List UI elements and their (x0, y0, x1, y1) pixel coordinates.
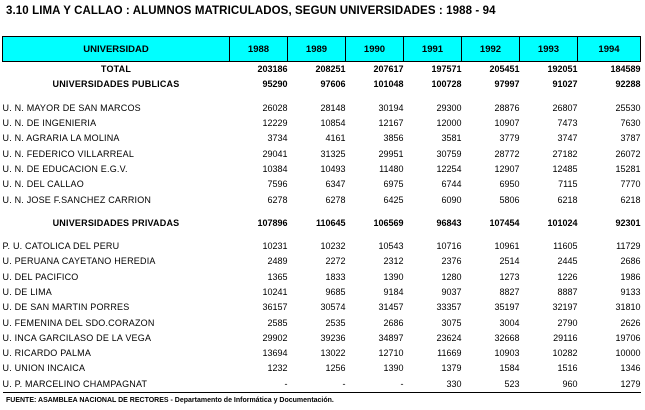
value-cell: 92301 (615, 217, 641, 228)
value-cell: 203186 (257, 64, 288, 75)
value-cell: 7115 (558, 179, 578, 190)
value-cell: 35197 (494, 302, 520, 313)
value-cell: 11480 (379, 163, 404, 174)
university-name: U. N. FEDERICO VILLARREAL (2, 148, 135, 159)
university-name: U. UNION INCAICA (2, 363, 86, 374)
total-label: TOTAL (100, 64, 132, 75)
value-cell: 6744 (441, 179, 462, 190)
value-cell: 27182 (552, 148, 578, 159)
value-cell: 11669 (437, 348, 462, 359)
spacer-cell (3, 231, 641, 239)
university-name: U. FEMENINA DEL SDO.CORAZON (2, 317, 155, 328)
value-cell: 11605 (553, 241, 578, 252)
university-name: U. P. MARCELINO CHAMPAGNAT (3, 377, 230, 393)
value-cell: 1379 (441, 363, 462, 374)
enrollment-table (2, 36, 641, 393)
value-cell: 28148 (320, 102, 346, 113)
value-cell: 10854 (320, 118, 346, 129)
header-universidad: UNIVERSIDAD (3, 37, 230, 62)
value-cell: 29300 (436, 102, 462, 113)
value-cell: 26807 (552, 102, 578, 113)
header-year: 1993 (520, 37, 578, 62)
value-cell: 2626 (620, 317, 641, 328)
table-row (3, 300, 641, 315)
table-row (3, 177, 641, 192)
value-cell: 12167 (378, 118, 404, 129)
table-header-row (3, 37, 641, 62)
table-row (3, 239, 641, 254)
value-cell: - (230, 377, 288, 393)
value-cell: 3004 (499, 317, 520, 328)
header-year: 1992 (462, 37, 520, 62)
value-cell: 31325 (320, 148, 346, 159)
value-cell: 30194 (378, 102, 404, 113)
value-cell: 1226 (557, 271, 578, 282)
value-cell: 2585 (267, 317, 288, 328)
university-name: U. DE LIMA (2, 287, 53, 297)
page-title: 3.10 LIMA Y CALLAO : ALUMNOS MATRICULADOS, SEGUN UNIVERSIDADES : 1988 - 94 (6, 5, 496, 17)
header-year: 1988 (230, 37, 288, 62)
value-cell: 1516 (557, 363, 578, 374)
university-name: U. N. AGRARIA LA MOLINA (2, 133, 120, 144)
spacer-row (3, 208, 641, 216)
total-row (3, 62, 641, 78)
value-cell: 97997 (494, 79, 520, 90)
value-cell: 107896 (257, 217, 288, 228)
value-cell: 1280 (441, 271, 462, 282)
value-cell: 10384 (262, 163, 288, 174)
value-cell: 19706 (615, 332, 641, 343)
value-cell: 9184 (383, 287, 404, 297)
value-cell: 2445 (557, 256, 578, 267)
value-cell: 12710 (378, 348, 404, 359)
value-cell: 6278 (325, 194, 346, 205)
value-cell: 29041 (262, 148, 288, 159)
value-cell: 106569 (373, 217, 404, 228)
value-cell: 3747 (557, 133, 578, 144)
value-cell: 4161 (325, 133, 346, 144)
value-cell: 207617 (373, 64, 404, 75)
table-row (3, 146, 641, 161)
group-row (3, 77, 641, 92)
value-cell: 10000 (615, 348, 641, 359)
value-cell: 3581 (441, 133, 462, 144)
value-cell: 31457 (378, 302, 404, 313)
value-cell: 3779 (499, 133, 520, 144)
value-cell: 28876 (494, 102, 520, 113)
spacer-cell (3, 208, 641, 216)
value-cell: 2489 (267, 256, 288, 267)
value-cell: 29116 (553, 332, 578, 343)
group-label: UNIVERSIDADES PUBLICAS (52, 79, 180, 90)
header-year: 1994 (578, 37, 641, 62)
table-row (3, 315, 641, 330)
value-cell: 192051 (547, 64, 578, 75)
value-cell: 31810 (615, 302, 641, 313)
value-cell: 3075 (441, 317, 462, 328)
value-cell: 12229 (262, 118, 288, 129)
value-cell: 960 (520, 377, 578, 393)
value-cell: 7630 (620, 118, 641, 129)
header-year: 1991 (404, 37, 462, 62)
header-year: 1990 (346, 37, 404, 62)
value-cell: - (288, 377, 346, 393)
value-cell: 3734 (267, 133, 288, 144)
value-cell: 6347 (325, 179, 346, 190)
value-cell: 30574 (320, 302, 346, 313)
value-cell: 2312 (383, 256, 404, 267)
value-cell: 7596 (267, 179, 288, 190)
value-cell: 10907 (494, 118, 520, 129)
value-cell: 7770 (620, 179, 641, 190)
value-cell: 28772 (494, 148, 520, 159)
value-cell: 10493 (320, 163, 346, 174)
value-cell: 1273 (499, 271, 520, 282)
value-cell: 10903 (494, 348, 520, 359)
university-name: P. U. CATOLICA DEL PERU (2, 241, 120, 252)
source-footer: FUENTE: ASAMBLEA NACIONAL DE RECTORES - Departamento de Informática y Documentación. (6, 397, 334, 404)
value-cell: 1390 (383, 363, 404, 374)
value-cell: 1232 (267, 363, 288, 374)
value-cell: 2376 (441, 256, 462, 267)
university-name: U. N. DEL CALLAO (2, 179, 84, 190)
value-cell: 110645 (315, 217, 346, 228)
value-cell: 8827 (499, 287, 520, 297)
value-cell: 8887 (557, 287, 578, 297)
value-cell: 39236 (320, 332, 346, 343)
value-cell: 1346 (620, 363, 641, 374)
value-cell: 101048 (373, 79, 404, 90)
value-cell: 26072 (615, 148, 641, 159)
value-cell: 6975 (383, 179, 404, 190)
value-cell: 1390 (383, 271, 404, 282)
table-row (3, 101, 641, 116)
value-cell: 2686 (383, 317, 404, 328)
value-cell: 29902 (262, 332, 288, 343)
value-cell: 10241 (262, 287, 288, 297)
value-cell: 205451 (489, 64, 520, 75)
table-row (3, 254, 641, 269)
value-cell: 91027 (552, 79, 578, 90)
table-row (3, 270, 641, 285)
value-cell: 2272 (325, 256, 346, 267)
value-cell: 10232 (320, 241, 346, 252)
table-row (3, 192, 641, 207)
value-cell: 36157 (262, 302, 288, 313)
table-row (3, 331, 641, 346)
value-cell: 30759 (436, 148, 462, 159)
university-name: U. N. MAYOR DE SAN MARCOS (2, 102, 141, 113)
value-cell: 208251 (315, 64, 346, 75)
value-cell: 12907 (494, 163, 520, 174)
value-cell: 9133 (620, 287, 641, 297)
value-cell: 26028 (262, 102, 288, 113)
value-cell: 23624 (436, 332, 462, 343)
university-name: U. DEL PACIFICO (2, 271, 79, 282)
value-cell: 330 (404, 377, 462, 393)
value-cell: 96843 (436, 217, 462, 228)
value-cell: 107454 (489, 217, 520, 228)
value-cell: 13022 (320, 348, 346, 359)
spacer-row (3, 231, 641, 239)
value-cell: 3856 (383, 133, 404, 144)
value-cell: 2790 (557, 317, 578, 328)
university-name: U. DE SAN MARTIN PORRES (2, 302, 130, 313)
value-cell: 6950 (499, 179, 520, 190)
value-cell: 184589 (610, 64, 641, 75)
spacer-cell (3, 93, 641, 101)
value-cell: 32197 (552, 302, 578, 313)
value-cell: 92288 (615, 79, 641, 90)
value-cell: 12254 (436, 163, 462, 174)
value-cell: 12485 (552, 163, 578, 174)
university-name: U. N. JOSE F.SANCHEZ CARRION (2, 194, 152, 205)
value-cell: 197571 (431, 64, 462, 75)
value-cell: 10231 (262, 241, 288, 252)
value-cell: 97606 (320, 79, 346, 90)
table-row (3, 285, 641, 300)
value-cell: 5806 (499, 194, 520, 205)
value-cell: 1584 (499, 363, 520, 374)
table-row (3, 116, 641, 131)
table-row (3, 346, 641, 361)
table-row (3, 361, 641, 376)
value-cell: 33357 (436, 302, 462, 313)
group-row (3, 216, 641, 231)
value-cell: 1833 (325, 271, 346, 282)
table-row (3, 131, 641, 146)
value-cell: 9685 (325, 287, 346, 297)
value-cell: 3787 (620, 133, 641, 144)
value-cell: - (346, 377, 404, 393)
university-name: U. RICARDO PALMA (2, 348, 92, 359)
value-cell: 523 (462, 377, 520, 393)
value-cell: 34897 (378, 332, 404, 343)
value-cell: 101024 (547, 217, 578, 228)
spacer-row (3, 93, 641, 101)
university-name: U. N. DE INGENIERIA (2, 118, 97, 129)
table-row (3, 162, 641, 177)
value-cell: 6218 (557, 194, 578, 205)
value-cell: 10716 (436, 241, 462, 252)
value-cell: 29951 (378, 148, 404, 159)
value-cell: 2535 (325, 317, 346, 328)
value-cell: 2514 (499, 256, 520, 267)
value-cell: 6278 (267, 194, 288, 205)
value-cell: 6090 (441, 194, 462, 205)
value-cell: 11729 (616, 241, 641, 252)
value-cell: 10543 (378, 241, 404, 252)
value-cell: 6425 (383, 194, 404, 205)
university-name: U. PERUANA CAYETANO HEREDIA (2, 256, 156, 267)
value-cell: 1365 (267, 271, 288, 282)
value-cell: 2686 (620, 256, 641, 267)
value-cell: 1986 (620, 271, 641, 282)
value-cell: 95290 (262, 79, 288, 90)
table-row (3, 377, 641, 393)
value-cell: 9037 (441, 287, 462, 297)
value-cell: 100728 (431, 79, 462, 90)
value-cell: 10282 (552, 348, 578, 359)
university-name: U. N. DE EDUCACION E.G.V. (2, 163, 128, 174)
value-cell: 10961 (494, 241, 520, 252)
value-cell: 7473 (557, 118, 578, 129)
value-cell: 13694 (262, 348, 288, 359)
value-cell: 25530 (615, 102, 641, 113)
value-cell: 1279 (578, 377, 641, 393)
value-cell: 1256 (325, 363, 346, 374)
value-cell: 32668 (494, 332, 520, 343)
value-cell: 6218 (620, 194, 641, 205)
value-cell: 15281 (615, 163, 641, 174)
value-cell: 12000 (436, 118, 462, 129)
header-year: 1989 (288, 37, 346, 62)
group-label: UNIVERSIDADES PRIVADAS (52, 217, 180, 228)
university-name: U. INCA GARCILASO DE LA VEGA (2, 332, 152, 343)
